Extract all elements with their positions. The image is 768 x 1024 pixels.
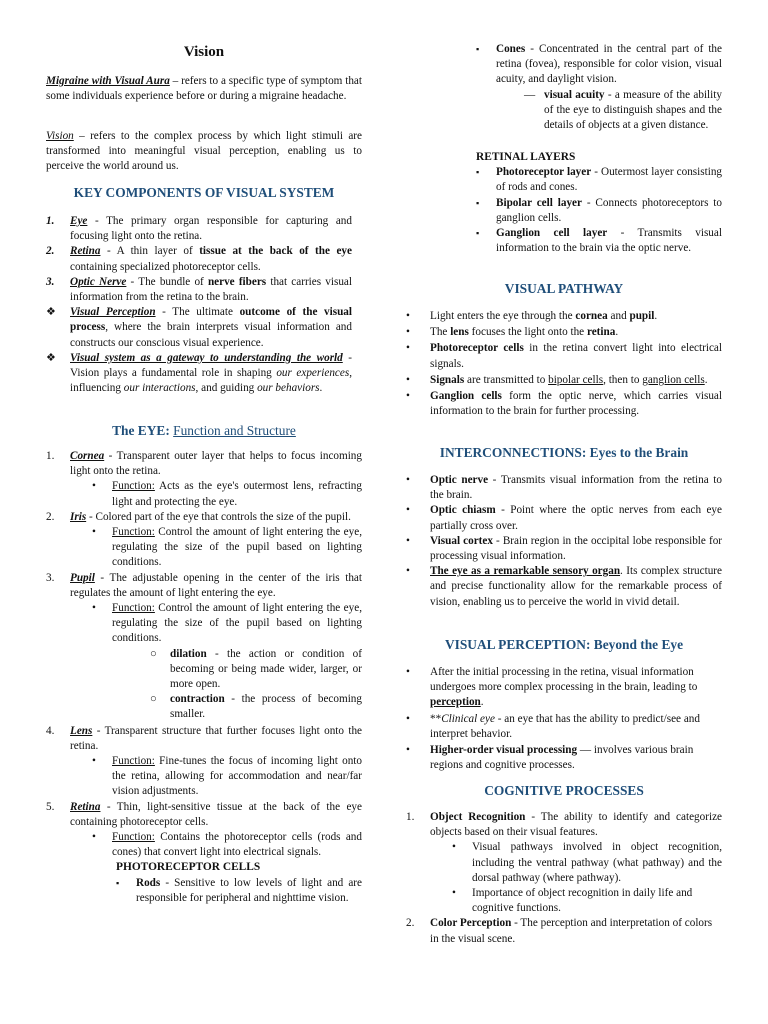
term-retina: Retina: [70, 245, 101, 258]
item-text: - Transparent outer layer that helps to focus incoming light onto the retina.: [70, 450, 362, 478]
item-bold: retina: [586, 326, 616, 339]
circle-bullet-icon: ○: [150, 647, 157, 660]
cones-block: [476, 42, 722, 133]
list-item: [406, 341, 722, 371]
list-marker: 4.: [46, 724, 55, 737]
list-item: [46, 275, 352, 305]
item-underline: bipolar cells: [548, 373, 604, 386]
item-text: form the optic nerve, which carries visual information to the brain for further processing.: [430, 390, 722, 418]
item-text: - Transmits visual information to the brain via the optic nerve.: [496, 227, 722, 255]
list-item: [46, 244, 352, 274]
function-text: Contains the photoreceptor cells (rods and cones) that convert light into electrical signals.: [112, 831, 362, 859]
bullet-icon: •: [406, 474, 410, 486]
item-text: **: [430, 712, 442, 725]
item-text: - A thin layer of: [100, 245, 200, 258]
item-text: - Sensitive to low levels of light and are responsible for peripheral and nighttime vision.: [136, 876, 362, 904]
cognitive-list: [406, 810, 722, 947]
function-label: Function:: [112, 755, 155, 768]
list-marker: 1.: [46, 450, 55, 462]
key-components-heading: KEY COMPONENTS OF VISUAL SYSTEM: [73, 185, 335, 200]
list-marker: 1.: [406, 811, 415, 823]
list-item: [406, 840, 722, 886]
term-visual-acuity: visual acuity: [544, 88, 605, 101]
photoreceptor-heading: PHOTORECEPTOR CELLS: [116, 861, 261, 874]
vision-definition: [46, 129, 362, 175]
list-item: [46, 692, 362, 722]
item-text: in the retina convert light into electrical signals.: [430, 342, 722, 370]
item-text: focuses the light onto the: [468, 326, 587, 339]
item-text: The: [430, 326, 451, 339]
function-text: Acts as the eye's outermost lens, refracting light and protecting the eye.: [112, 480, 362, 508]
item-text: . Its complex structure and precise functionality allow for the remarkable process of vision, enabling us to perceive the world in vivid detail.: [430, 565, 722, 608]
item-text: - the action or condition of becoming or being made wider, larger, or more open.: [170, 647, 362, 691]
list-marker: 3.: [46, 275, 55, 288]
bullet-icon: •: [406, 504, 410, 517]
function-text: Control the amount of light entering the eye, regulating the size of the pupil based on lighting conditions.: [112, 602, 362, 645]
item-text: - The perception and interpretation of colors in the visual scene.: [430, 917, 713, 945]
interconnections-list: [406, 473, 722, 610]
visual-perception-heading: VISUAL PERCEPTION: Beyond the Eye: [444, 637, 684, 652]
list-marker: 5.: [46, 800, 55, 813]
term-remarkable-organ: The eye as a remarkable sensory organ: [430, 565, 621, 578]
bullet-icon: •: [406, 565, 410, 578]
item-text: .: [704, 373, 708, 386]
visual-perception-list: [406, 665, 722, 773]
term-visual-cortex: Visual cortex: [430, 534, 493, 547]
item-text: and: [607, 310, 630, 322]
item-text: - Outermost layer consisting of rods and cones.: [496, 166, 723, 194]
list-item: [406, 810, 722, 840]
list-item: [46, 479, 362, 509]
list-item: [406, 389, 722, 419]
item-italic: our behaviors: [257, 382, 320, 395]
square-bullet-icon: ▪: [476, 44, 480, 54]
term-iris: Iris: [70, 510, 87, 523]
item-text: - the process of becoming smaller.: [170, 693, 362, 721]
list-item: [46, 754, 362, 800]
migraine-term: Migraine with Visual Aura: [46, 75, 170, 87]
list-item: [476, 88, 722, 134]
item-bold: nerve fibers: [207, 275, 267, 288]
bullet-icon: •: [92, 755, 96, 768]
visual-pathway-list: [406, 309, 722, 419]
vision-term: Vision: [46, 130, 74, 142]
list-item: [406, 712, 722, 742]
eye-heading-b: Function and Structure: [173, 423, 296, 438]
list-item: [476, 196, 722, 226]
item-italic: Clinical eye: [441, 712, 495, 725]
term-lens: Lens: [70, 724, 93, 737]
list-item: [46, 876, 362, 906]
term-visual-perception: Visual Perception: [70, 306, 156, 319]
item-text: — involves various brain regions and cognitive processes.: [430, 744, 694, 772]
item-text: - Colored part of the eye that controls the size of the pupil.: [86, 510, 351, 523]
item-text: Light enters the eye through the: [430, 310, 576, 322]
bullet-icon: •: [406, 342, 410, 355]
list-item: [46, 449, 362, 479]
list-item: [46, 525, 362, 571]
list-item: [406, 503, 722, 533]
term-bipolar-layer: Bipolar cell layer: [496, 196, 582, 209]
item-text: - The bundle of: [126, 275, 208, 288]
item-text: containing specialized photoreceptor cells.: [70, 260, 261, 273]
bullet-icon: •: [406, 326, 410, 339]
item-text: - Vision plays a fundamental role in shaping: [70, 351, 352, 380]
function-label: Function:: [112, 480, 155, 493]
eye-heading-a: The EYE:: [112, 423, 174, 438]
list-marker: 1.: [46, 215, 55, 227]
term-color-perception: Color Perception: [430, 917, 512, 930]
dash-bullet-icon: —: [524, 88, 536, 101]
bullet-icon: •: [406, 666, 410, 678]
term-pupil: Pupil: [70, 571, 95, 584]
bullet-icon: •: [406, 744, 410, 757]
list-item: [46, 800, 362, 830]
bullet-icon: •: [406, 534, 410, 547]
term-contraction: contraction: [170, 693, 225, 706]
item-bold: lens: [450, 326, 469, 339]
page-title: Vision: [183, 44, 225, 60]
list-item: [406, 886, 722, 916]
item-text: .: [615, 326, 619, 339]
list-marker: 2.: [46, 510, 55, 523]
item-text: , where the brain interprets visual information and constructs our conscious visual experience.: [70, 321, 352, 349]
term-ganglion-layer: Ganglion cell layer: [496, 227, 608, 240]
term-eye: Eye: [70, 215, 88, 227]
bullet-icon: •: [452, 887, 456, 900]
item-text: - an eye that has the ability to predict/see and interpret behavior.: [430, 712, 700, 740]
term-optic-chiasm: Optic chiasm: [430, 504, 496, 517]
list-item: [406, 665, 722, 711]
item-text: - Transmits visual information from the retina to the brain.: [430, 474, 723, 502]
item-text: - Transparent structure that further focuses light onto the retina.: [70, 724, 362, 752]
bullet-icon: •: [406, 712, 410, 725]
visual-pathway-heading: VISUAL PATHWAY: [504, 281, 624, 296]
term-optic-nerve: Optic Nerve: [70, 275, 127, 288]
item-text: , and guiding: [195, 382, 258, 395]
retinal-layers-heading: RETINAL LAYERS: [476, 151, 576, 163]
term-rods: Rods: [136, 876, 161, 889]
bullet-icon: •: [92, 480, 96, 493]
item-bold: Higher-order visual processing: [430, 744, 578, 757]
term-cones: Cones: [496, 43, 526, 55]
term-visual-system: Visual system as a gateway to understanding the world: [70, 351, 343, 364]
list-item: [46, 724, 362, 754]
bullet-icon: •: [406, 373, 410, 386]
function-label: Function:: [112, 602, 155, 615]
list-item: [46, 214, 352, 244]
list-item: [476, 226, 722, 256]
item-bold: pupil: [629, 310, 655, 322]
list-marker: 2.: [46, 245, 55, 258]
list-item: [406, 916, 722, 946]
item-text: .: [654, 310, 658, 322]
square-bullet-icon: ▪: [476, 228, 480, 239]
retinal-layers: [476, 150, 722, 256]
item-text: - a measure of the ability of the eye to distinguish shapes and the details of objects at a given distance.: [544, 88, 722, 132]
item-text: , influencing: [70, 367, 352, 395]
item-bold: outcome of the visual process: [70, 306, 352, 334]
circle-bullet-icon: ○: [150, 693, 157, 706]
item-text: - Thin, light-sensitive tissue at the back of the eye containing photoreceptor cells.: [70, 800, 362, 828]
item-bold: perception: [430, 696, 481, 709]
eye-heading: [46, 423, 362, 439]
square-bullet-icon: ▪: [116, 877, 120, 888]
item-text: - Brain region in the occipital lobe responsible for processing visual information.: [430, 534, 723, 563]
item-text: - The primary organ responsible for capturing and focusing light onto the retina.: [70, 215, 352, 243]
list-item: [46, 647, 362, 693]
square-bullet-icon: ▪: [476, 167, 480, 178]
item-italic: our interactions: [123, 382, 196, 395]
item-bold: Signals: [430, 373, 465, 386]
list-item: [406, 743, 722, 773]
list-item: [476, 42, 722, 88]
item-text: are transmitted to: [464, 373, 549, 386]
list-item: [406, 325, 722, 340]
item-bold: tissue at the back of the eye: [199, 245, 352, 258]
item-italic: our experiences: [276, 367, 350, 380]
item-text: .: [480, 696, 484, 709]
item-text: - The adjustable opening in the center of the iris that regulates the amount of light entering the eye.: [70, 571, 362, 599]
list-item: [46, 351, 352, 397]
list-item: [406, 564, 722, 610]
list-item: [476, 165, 722, 195]
term-optic-nerve-conn: Optic nerve: [430, 474, 489, 486]
list-item: [46, 571, 362, 601]
item-text: - Connects photoreceptors to ganglion cells.: [496, 196, 722, 224]
bullet-icon: •: [406, 390, 410, 403]
bullet-icon: •: [92, 526, 96, 539]
function-label: Function:: [112, 526, 155, 539]
list-item: [406, 473, 722, 503]
vision-text: – refers to the complex process by which light stimuli are transformed into meaningful visual perception, enabling us to perceive the world around us.: [46, 130, 362, 173]
item-text: - Concentrated in the central part of the retina (fovea), responsible for color vision, visual acuity, and daylight vision.: [496, 43, 722, 86]
migraine-text: – refers to a specific type of symptom that some individuals experience before or during a migraine headache.: [46, 75, 363, 103]
list-item: [406, 309, 722, 324]
item-text: - Point where the optic nerves from each eye partially cross over.: [430, 504, 722, 532]
cognitive-heading: COGNITIVE PROCESSES: [484, 783, 644, 798]
item-text: Importance of object recognition in daily life and cognitive functions.: [472, 887, 693, 915]
term-retina-structure: Retina: [70, 800, 101, 813]
item-text: that carries visual information from the retina to the brain.: [70, 275, 353, 304]
diamond-bullet-icon: ❖: [46, 306, 57, 319]
function-label: Function:: [112, 831, 155, 844]
bullet-icon: •: [406, 310, 410, 322]
bullet-icon: •: [92, 831, 96, 844]
diamond-bullet-icon: ❖: [46, 351, 57, 364]
item-bold: Ganglion cells: [430, 390, 502, 403]
term-cornea: Cornea: [70, 450, 105, 462]
square-bullet-icon: ▪: [476, 197, 480, 208]
list-item: [46, 305, 352, 351]
bullet-icon: •: [452, 841, 456, 854]
item-text: , then to: [603, 373, 643, 386]
list-item: [406, 534, 722, 564]
list-item: [46, 601, 362, 647]
item-text: - The ability to identify and categorize objects based on their visual features.: [430, 811, 723, 839]
item-text: After the initial processing in the retina, visual information undergoes more complex processing in the brain, leading to: [430, 666, 698, 694]
item-text: .: [319, 382, 323, 395]
interconnections-heading: INTERCONNECTIONS: Eyes to the Brain: [439, 445, 689, 460]
bullet-icon: •: [92, 602, 96, 615]
item-bold: Photoreceptor cells: [430, 342, 524, 355]
item-text: - The ultimate: [155, 306, 240, 319]
term-object-recognition: Object Recognition: [430, 811, 526, 823]
list-item: [406, 373, 722, 388]
eye-structure-list: [46, 449, 362, 906]
function-text: Control the amount of light entering the eye, regulating the size of the pupil based on lighting conditions.: [112, 526, 362, 569]
list-marker: 2.: [406, 917, 415, 930]
list-item: [46, 510, 362, 525]
key-components-list: [46, 214, 352, 396]
list-item: [46, 830, 362, 860]
migraine-definition: [46, 74, 362, 104]
item-bold: cornea: [575, 310, 608, 322]
term-dilation: dilation: [170, 647, 207, 660]
list-marker: 3.: [46, 571, 55, 584]
function-text: Fine-tunes the focus of incoming light onto the retina, allowing for accommodation and near/far vision adjustments.: [112, 755, 362, 798]
item-underline: ganglion cells: [642, 373, 705, 386]
term-photoreceptor-layer: Photoreceptor layer: [496, 166, 592, 179]
item-text: Visual pathways involved in object recognition, including the ventral pathway (what pathway) and the dorsal pathway (where pathway).: [472, 841, 722, 884]
